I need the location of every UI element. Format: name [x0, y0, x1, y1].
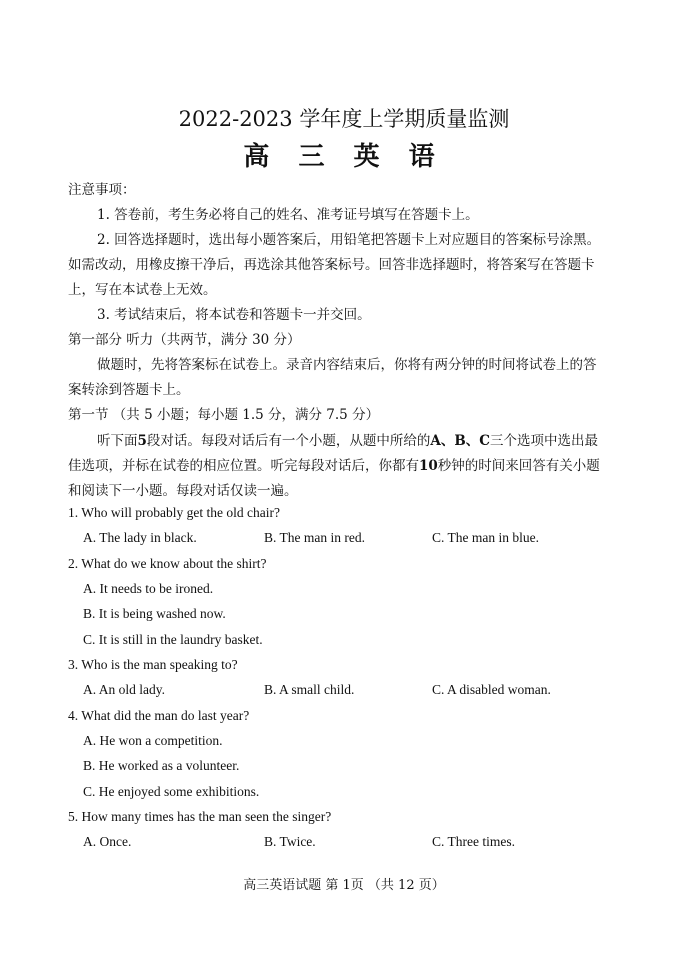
question-2-option-c: C. It is still in the laundry basket. — [83, 632, 263, 647]
section1-instructions-line-1 — [97, 429, 598, 449]
instr-text: 佳选项，并标在试卷的相应位置。听完每段对话后，你都有 — [68, 458, 419, 474]
page-footer: 高三英语试题 第 1页 （共 12 页） — [243, 878, 445, 893]
question-5-option-b: B. Twice. — [264, 834, 316, 849]
notes-item-2-line-3: 上，写在本试卷上无效。 — [68, 282, 217, 298]
notes-item-2-line-2: 如需改动，用橡皮擦干净后，再选涂其他答案标号。回答非选择题时，将答案写在答题卡 — [68, 257, 595, 273]
part1-intro-line-2: 案转涂到答题卡上。 — [68, 382, 190, 398]
question-5-option-a: A. Once. — [83, 834, 132, 849]
instr-options: A、B、C — [430, 433, 491, 449]
instr-text: 秒钟的时间来回答有关小题 — [437, 458, 600, 474]
section1-instructions-line-2 — [68, 454, 600, 474]
question-4-option-b: B. He worked as a volunteer. — [83, 758, 240, 773]
notes-item-1: 1. 答卷前，考生务必将自己的姓名、准考证号填写在答题卡上。 — [97, 207, 479, 223]
exam-subject: 高 三 英 语 — [243, 142, 445, 172]
question-5-option-c: C. Three times. — [432, 834, 515, 849]
instr-text: 听下面 — [97, 433, 138, 449]
section1-instructions-line-3: 和阅读下一小题。每段对话仅读一遍。 — [68, 483, 298, 499]
exam-title: 2022-2023 学年度上学期质量监测 — [178, 107, 510, 131]
question-2-option-a: A. It needs to be ironed. — [83, 581, 214, 596]
question-2-stem: 2. What do we know about the shirt? — [68, 556, 267, 571]
question-1-option-a: A. The lady in black. — [83, 530, 197, 545]
question-1-option-b: B. The man in red. — [264, 530, 365, 545]
question-3-stem: 3. Who is the man speaking to? — [68, 657, 238, 672]
question-2-option-b: B. It is being washed now. — [83, 606, 226, 621]
question-3-option-c: C. A disabled woman. — [432, 682, 551, 697]
instr-count: 5 — [137, 433, 147, 449]
instr-text: 三个选项中选出最 — [490, 433, 599, 449]
notes-heading: 注意事项： — [68, 182, 136, 198]
question-1-stem: 1. Who will probably get the old chair? — [68, 505, 280, 520]
question-4-option-c: C. He enjoyed some exhibitions. — [83, 784, 260, 799]
instr-text: 段对话。每段对话后有一个小题，从题中所给的 — [146, 433, 431, 449]
question-3-option-b: B. A small child. — [264, 682, 355, 697]
question-3-option-a: A. An old lady. — [83, 682, 165, 697]
question-4-stem: 4. What did the man do last year? — [68, 708, 250, 723]
question-1-option-c: C. The man in blue. — [432, 530, 539, 545]
question-4-option-a: A. He won a competition. — [83, 733, 223, 748]
instr-seconds: 10 — [419, 458, 438, 474]
part1-intro-line-1: 做题时，先将答案标在试卷上。录音内容结束后，你将有两分钟的时间将试卷上的答 — [97, 357, 597, 373]
notes-item-3: 3. 考试结束后，将本试卷和答题卡一并交回。 — [97, 307, 371, 323]
section1-heading: 第一节 （共 5 小题；每小题 1.5 分，满分 7.5 分） — [68, 407, 380, 423]
question-5-stem: 5. How many times has the man seen the singer? — [68, 809, 332, 824]
part1-heading: 第一部分 听力（共两节，满分 30 分） — [68, 332, 301, 348]
notes-item-2-line-1: 2. 回答选择题时，选出每小题答案后，用铅笔把答题卡上对应题目的答案标号涂黑。 — [97, 232, 601, 248]
